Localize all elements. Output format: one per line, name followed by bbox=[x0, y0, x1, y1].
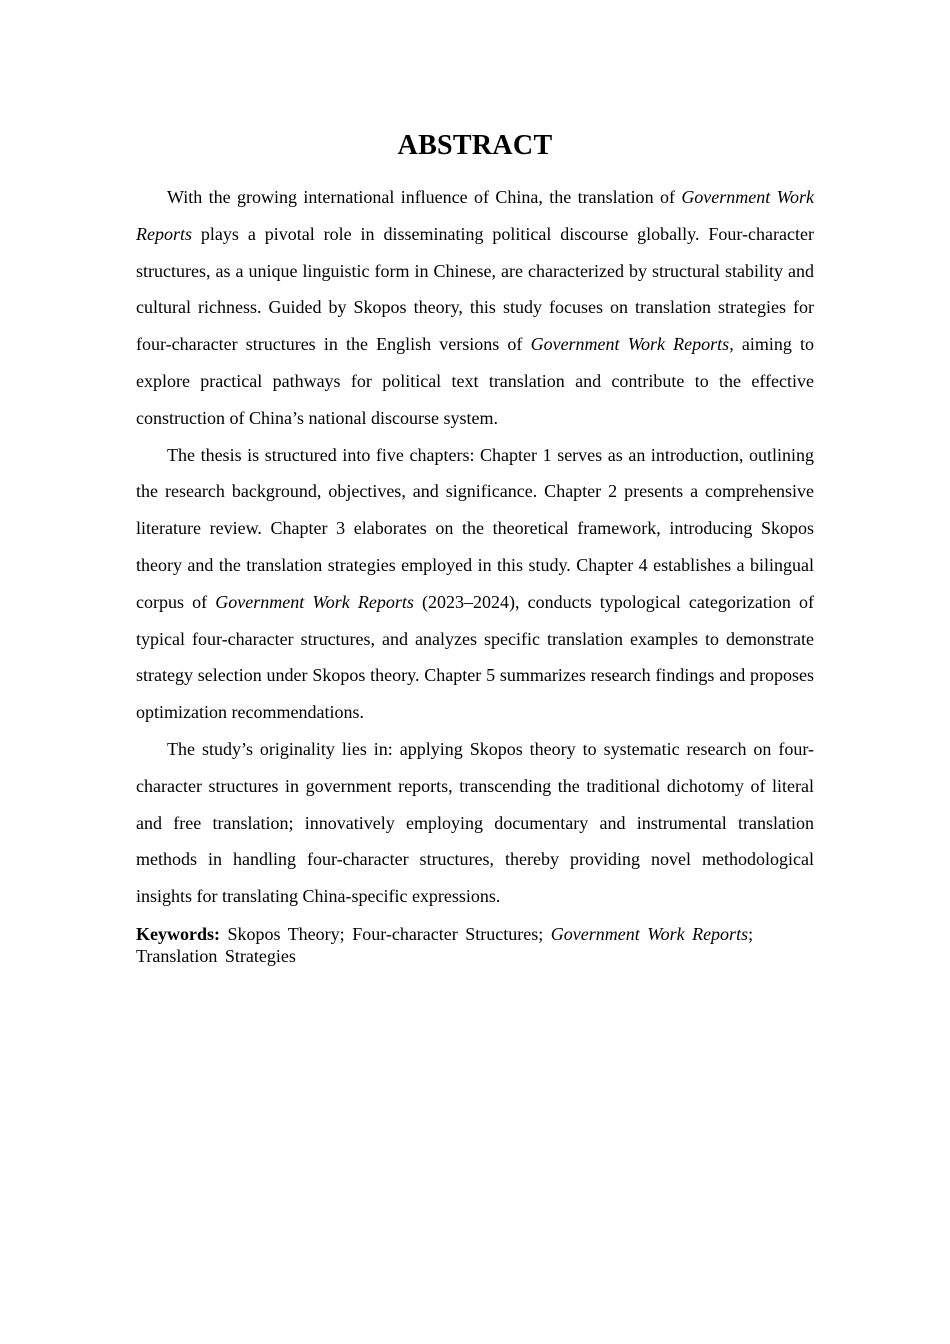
paragraph-2-italic-title: Government Work Reports bbox=[215, 591, 414, 612]
abstract-paragraph-1 bbox=[136, 179, 814, 437]
keyword-4: Translation Strategies bbox=[136, 945, 296, 966]
paragraph-1-italic-title-2: Government Work Reports bbox=[530, 334, 730, 355]
paragraph-1-text-3: , aiming to explore practical pathways for political text translation and contribute to the effective construction of China’s national discourse system. bbox=[136, 334, 814, 428]
keywords-label: Keywords: bbox=[136, 923, 220, 944]
keyword-1: Skopos Theory bbox=[227, 923, 340, 944]
paragraph-1-italic-title-1: Government Work Reports bbox=[136, 187, 814, 244]
paragraph-2-text-1: The thesis is structured into five chapters: Chapter 1 serves as an introduction, outlining the research background, objectives, and significance. Chapter 2 presents a comprehensive literature review. Chapter 3 elaborates on the theoretical framework, introducing Skopos theory and the translation strategies employed in this study. Chapter 4 establishes a bilingual corpus of bbox=[136, 444, 814, 612]
abstract-paragraph-3 bbox=[136, 731, 814, 915]
paragraph-2-text-2: (2023–2024), conducts typological categorization of typical four-character structures, and analyzes specific translation examples to demonstrate strategy selection under Skopos theory. Chapter 5 summarizes research findings and proposes optimization recommendations. bbox=[136, 591, 814, 723]
keyword-separator: ; bbox=[339, 923, 345, 944]
keyword-separator: ; bbox=[748, 923, 754, 944]
paragraph-3-text: The study’s originality lies in: applying Skopos theory to systematic research on four-character structures in government reports, transcending the traditional dichotomy of literal and free translation; innovatively employing documentary and instrumental translation methods in handling four-character structures, thereby providing novel methodological insights for translating China-specific expressions. bbox=[136, 738, 814, 907]
keyword-3: Government Work Reports bbox=[550, 923, 749, 944]
keyword-2: Four-character Structures bbox=[352, 923, 539, 944]
abstract-page bbox=[136, 128, 814, 967]
paragraph-1-text-2: plays a pivotal role in disseminating political discourse globally. Four-character structures, as a unique linguistic form in Chinese, are characterized by structural stability and cultural richness. Guided by Skopos theory, this study focuses on translation strategies for four-character structures in the English versions of bbox=[136, 223, 814, 355]
abstract-paragraph-2 bbox=[136, 437, 814, 731]
paragraph-1-text-1: With the growing international influence of China, the translation of bbox=[167, 187, 682, 207]
page-title: ABSTRACT bbox=[397, 130, 553, 161]
keywords-line bbox=[136, 923, 814, 967]
keyword-separator: ; bbox=[538, 923, 544, 944]
